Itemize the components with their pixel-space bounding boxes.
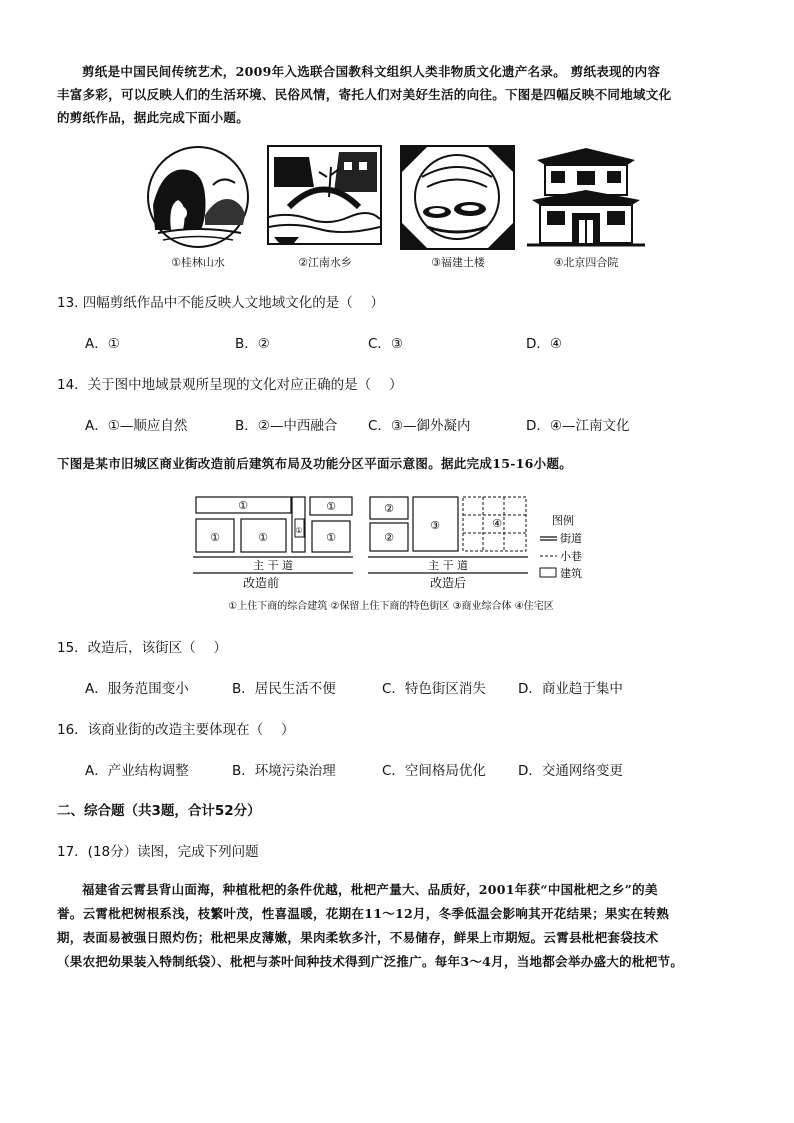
after-layout xyxy=(368,497,528,590)
road-label-after: 主 干 道 xyxy=(428,559,468,572)
papercut-guilin-image xyxy=(143,145,253,250)
option-b[interactable]: B．②—中西融合 xyxy=(235,418,338,434)
option-b[interactable]: B．环境污染治理 xyxy=(232,763,336,779)
passage-line: 期，表面易被强日照灼伤；枇杷果皮薄嫩，果肉柔软多汁，不易储存，鲜果上市期短。云霄县枇杷套袋技术 xyxy=(57,930,659,945)
after-label: 改造后 xyxy=(429,576,467,590)
mark-2: ② xyxy=(384,531,394,544)
mark-1: ① xyxy=(295,526,303,535)
option-a[interactable]: A．服务范围变小 xyxy=(85,681,189,697)
intro-line: 丰富多彩，可以反映人们的生活环境、民俗风情，寄托人们对美好生活的向往。下图是四幅反映不同地域文化 xyxy=(57,87,672,102)
before-layout xyxy=(193,497,353,590)
road-label-before: 主 干 道 xyxy=(253,559,293,572)
question-16: 16．该商业街的改造主要体现在（ ） xyxy=(57,722,295,738)
caption-guilin: ①桂林山水 xyxy=(171,256,225,269)
legend xyxy=(540,513,582,580)
option-d[interactable]: D．④—江南文化 xyxy=(526,418,630,434)
question-15: 15．改造后，该街区（ ） xyxy=(57,640,227,656)
mark-1: ① xyxy=(258,531,268,544)
intro-line: 的剪纸作品，据此完成下面小题。 xyxy=(57,110,250,125)
option-d[interactable]: D．交通网络变更 xyxy=(518,763,623,779)
question-13: 13. 四幅剪纸作品中不能反映人文地域文化的是（ ） xyxy=(57,295,385,311)
option-a[interactable]: A．① xyxy=(85,336,120,352)
papercut-tulou-image xyxy=(400,145,515,250)
option-d[interactable]: D．④ xyxy=(526,336,562,352)
mark-2: ② xyxy=(384,502,394,515)
option-a[interactable]: A．产业结构调整 xyxy=(85,763,189,779)
diagram-footnote: ①上住下商的综合建筑 ②保留上住下商的特色街区 ③商业综合体 ④住宅区 xyxy=(228,601,554,612)
option-c[interactable]: C．③—御外凝内 xyxy=(368,418,471,434)
mark-1: ① xyxy=(326,531,336,544)
caption-siheyuan: ④北京四合院 xyxy=(553,256,619,269)
option-b[interactable]: B．居民生活不便 xyxy=(232,681,336,697)
question-14: 14．关于图中地域景观所呈现的文化对应正确的是（ ） xyxy=(57,377,403,393)
option-a[interactable]: A．①—顺应自然 xyxy=(85,418,188,434)
intro-line: 下图是某市旧城区商业街改造前后建筑布局及功能分区平面示意图。据此完成15-16小题。 xyxy=(57,456,573,471)
legend-building: 建筑 xyxy=(560,567,582,580)
intro-paragraph-papercut xyxy=(57,60,737,129)
option-d[interactable]: D．商业趋于集中 xyxy=(518,681,623,697)
mark-4: ④ xyxy=(492,517,502,530)
passage-line: 福建省云霄县背山面海，种植枇杷的条件优越，枇杷产量大、品质好，2001年获“中国枇杷之乡”的美 xyxy=(82,882,658,897)
legend-title: 图例 xyxy=(552,514,574,527)
section-2-heading: 二、综合题（共3题，合计52分） xyxy=(57,803,261,819)
option-c[interactable]: C．空间格局优化 xyxy=(382,763,486,779)
intro-paragraph-street xyxy=(57,452,737,475)
mark-3: ③ xyxy=(430,519,440,532)
option-c[interactable]: C．③ xyxy=(368,336,404,352)
passage-line: （果农把幼果装入特制纸袋）、枇杷与茶叶间种技术得到广泛推广。每年3～4月，当地都会举办盛大的枇杷节。 xyxy=(57,954,684,969)
question-17: 17．(18分）读图，完成下列问题 xyxy=(57,844,259,860)
intro-line: 剪纸是中国民间传统艺术，2009年入选联合国教科文组织人类非物质文化遗产名录。 剪纸表现的内容 xyxy=(82,64,661,79)
mark-1: ① xyxy=(210,531,220,544)
passage-line: 誉。云霄枇杷树根系浅，枝繁叶茂，性喜温暖，花期在11～12月，冬季低温会影响其开花结果；果实在转熟 xyxy=(57,906,669,921)
legend-lane: 小巷 xyxy=(560,550,582,563)
mark-1: ① xyxy=(238,499,248,512)
caption-tulou: ③福建土楼 xyxy=(431,256,485,269)
papercut-siheyuan-image xyxy=(527,145,645,250)
papercut-jiangnan-image xyxy=(267,145,382,245)
question-17-passage xyxy=(57,878,737,974)
option-c[interactable]: C．特色街区消失 xyxy=(382,681,486,697)
caption-jiangnan: ②江南水乡 xyxy=(298,256,352,269)
street-renovation-diagram xyxy=(193,493,603,618)
option-b[interactable]: B．② xyxy=(235,336,270,352)
mark-1: ① xyxy=(326,500,336,513)
before-label: 改造前 xyxy=(242,576,280,590)
legend-street: 街道 xyxy=(560,532,582,545)
